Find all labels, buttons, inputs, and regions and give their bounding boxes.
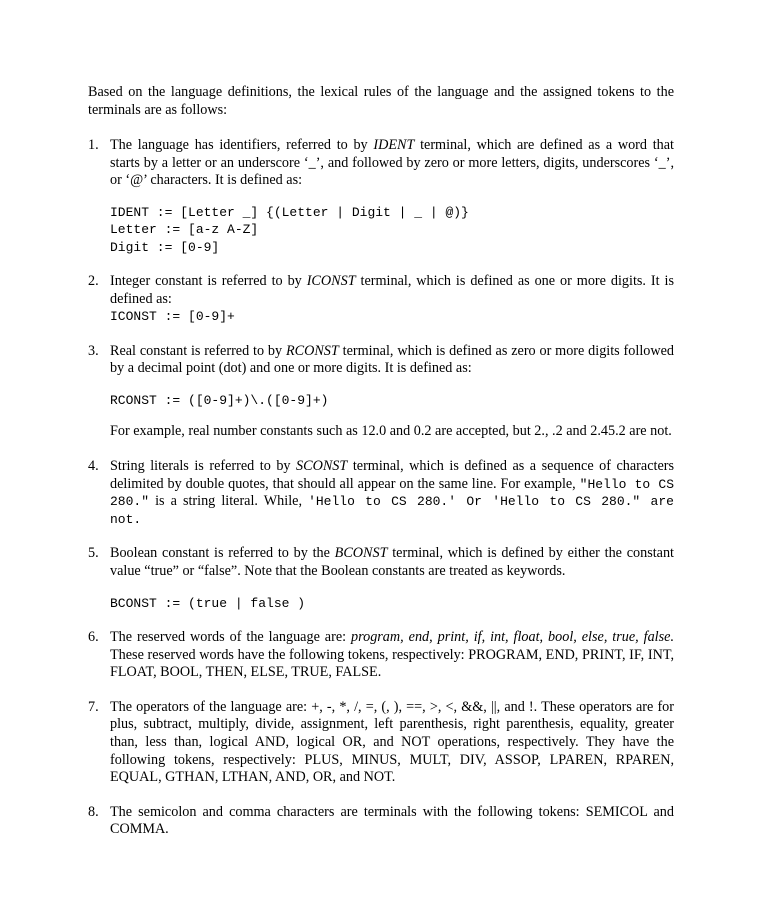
text-segment: are not.	[110, 494, 674, 527]
text-segment: The language has identifiers, referred to by	[110, 137, 374, 154]
text-segment: terminal, which is defined as one or more digits. It is defined as:	[110, 273, 674, 307]
text-segment: terminal, which are defined as a word that starts by a letter or an underscore ‘_’, and followed by zero or more letters, digits, underscores ‘_’, or ‘@’ characters. It is defined as:	[110, 137, 674, 189]
text-segment: Boolean constant is referred to by the	[110, 545, 335, 562]
code-block	[110, 595, 674, 612]
item-text	[110, 343, 674, 378]
text-segment: terminal, which is defined as zero or more digits followed by a decimal point (dot) and one or more digits. It is defined as:	[110, 342, 674, 377]
code-line: ICONST := [0-9]+	[110, 309, 235, 325]
example-text: For example, real number constants such as 12.0 and 0.2 are accepted, but 2., .2 and 2.45.2 are not.	[110, 423, 672, 440]
code-block	[110, 308, 674, 325]
item-text	[110, 545, 674, 580]
code-block	[110, 204, 674, 256]
list-item	[88, 343, 674, 441]
string-example: 'Hello to CS 280.'	[308, 494, 457, 510]
text-segment: Real constant is referred to by	[110, 342, 286, 359]
item-text	[110, 137, 674, 190]
item-number: 5.	[88, 545, 99, 562]
terminal-name: RCONST	[285, 342, 339, 359]
item-number: 8.	[88, 803, 99, 820]
text-segment: These reserved words have the following tokens, respectively: PROGRAM, END, PRINT, IF, INT, FLOAT, BOOL, THEN, ELSE, TRUE, FALSE.	[110, 646, 674, 681]
item-number: 3.	[88, 342, 99, 359]
item-text	[110, 458, 674, 528]
terminal-name: BCONST	[334, 545, 388, 562]
item-text	[110, 273, 674, 308]
string-example: "Hello to CS 280."	[110, 476, 675, 510]
intro-paragraph: Based on the language definitions, the lexical rules of the language and the assigned tokens to the terminals are as follows:	[88, 84, 674, 118]
string-example: 'Hello to CS 280."	[492, 494, 641, 510]
code-line: Letter := [a-z A-Z]	[110, 222, 259, 238]
item-text	[110, 629, 674, 682]
list-item	[88, 273, 674, 326]
item-text: The semicolon and comma characters are terminals with the following tokens: SEMICOL and COMMA.	[110, 803, 674, 838]
code-line: BCONST := (true | false )	[110, 595, 306, 611]
item-number: 6.	[88, 628, 99, 645]
list-item	[88, 804, 674, 839]
item-text: The operators of the language are: +, -, *, /, =, (, ), ==, >, <, &&, ||, and !. These operators are for plus, subtract, multiply, divide, assignment, left parenthesis, right parenthesis, equality, greater than, less than, logical AND, logical OR, and NOT operations, respectively. They have the following tokens, respectively: PLUS, MINUS, MULT, DIV, ASSOP, LPAREN, RPAREN, EQUAL, GTHAN, LTHAN, AND, OR, and NOT.	[110, 698, 674, 786]
code-line: IDENT := [Letter _] {(Letter | Digit | _ | @)}	[110, 204, 469, 220]
item-number: 4.	[88, 457, 99, 474]
text-segment: Integer constant is referred to by	[110, 273, 307, 290]
document-page	[88, 84, 674, 856]
item-number: 7.	[88, 698, 99, 715]
text-segment: The reserved words of the language are:	[110, 628, 352, 645]
terminal-name: ICONST	[306, 273, 356, 290]
list-item	[88, 137, 674, 256]
list-item	[88, 699, 674, 787]
reserved-words: program, end, print, if, int, float, bool, else, true, false.	[351, 628, 674, 645]
text-segment: String literals is referred to by	[110, 457, 297, 474]
terminal-name: SCONST	[296, 457, 348, 474]
text-segment: terminal, which is defined as a sequence of characters delimited by double quotes, that should all appear on the same line. For example,	[110, 457, 674, 492]
text-segment: is a string literal. While,	[149, 493, 309, 510]
code-line: Digit := [0-9]	[110, 239, 220, 255]
list-item	[88, 545, 674, 612]
code-block	[110, 392, 674, 409]
lexical-rules-list	[88, 137, 674, 839]
code-line: RCONST := ([0-9]+)\.([0-9]+)	[110, 392, 329, 408]
text-segment: terminal, which is defined by either the constant value “true” or “false”. Note that the Boolean constants are treated as keywords.	[110, 545, 675, 579]
list-item	[88, 629, 674, 682]
terminal-name: IDENT	[373, 137, 415, 154]
item-number: 2.	[88, 273, 99, 290]
list-item	[88, 458, 674, 528]
text-segment: Or	[456, 494, 493, 510]
item-number: 1.	[88, 137, 99, 154]
